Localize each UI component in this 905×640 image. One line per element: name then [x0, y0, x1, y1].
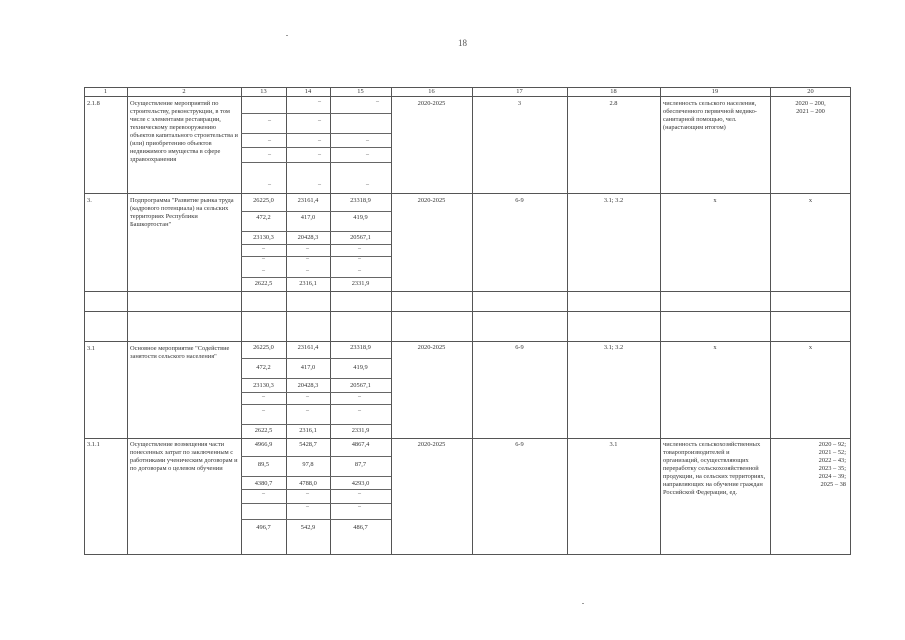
row-divider [84, 438, 851, 439]
sub-row-line [241, 231, 391, 232]
indicator-description: численность сельского населения, обеспеченного первичной медико-санитарной помощью, чел. (нарастающим итогом) [663, 100, 757, 131]
col-divider [127, 87, 128, 555]
header-col-18: 18 [610, 88, 617, 95]
value-cell: 417,0 [300, 364, 316, 371]
value-cell: 2622,5 [254, 427, 273, 434]
scan-speck [286, 35, 288, 36]
value-cell: 472,2 [256, 364, 271, 371]
value-cell: 26225,0 [253, 197, 274, 204]
target-value-line: 2024 – 39; [818, 473, 846, 480]
task-number-cell: 6-9 [515, 441, 524, 448]
value-cell: 496,7 [256, 524, 271, 531]
value-cell: 4867,4 [351, 441, 370, 448]
value-cell: 20428,3 [297, 382, 319, 389]
header-col-17: 17 [516, 88, 523, 95]
row-number: 3.1.1 [87, 441, 100, 448]
target-value-line: 2023 – 35; [818, 465, 846, 472]
period-cell: 2020-2025 [417, 100, 446, 107]
header-col-13: 13 [260, 88, 267, 95]
value-cell: 87,7 [354, 461, 367, 468]
value-cell: 23161,4 [297, 197, 319, 204]
value-cell: 89,5 [257, 461, 270, 468]
value-cell: 542,9 [300, 524, 316, 531]
header-col-1: 1 [103, 88, 108, 95]
col-divider [472, 87, 473, 555]
sub-row-line [241, 113, 391, 114]
activity-name: Подпрограмма "Развитие рынка труда (кадрового потенциала) на сельских территориях Республики Башкортостан" [130, 197, 234, 228]
col-divider [391, 87, 392, 555]
value-cell: 2316,1 [299, 280, 317, 287]
value-cell: 417,0 [300, 214, 316, 221]
indicator-number-cell: 3.1; 3.2 [603, 197, 624, 204]
value-cell: 4293,0 [351, 480, 370, 487]
header-col-14: 14 [304, 88, 312, 95]
task-number-cell: 6-9 [515, 344, 524, 351]
indicator-description: численность сельскохозяйственных товаропроизводителей и организаций, осуществляющих переработку сельскохозяйственной продукции, на сельских территориях, направляющих на обучение граждан Российской Федерации, ед. [663, 441, 766, 496]
target-values: 2020 – 200, [795, 100, 826, 107]
value-cell: 97,8 [302, 461, 314, 468]
col-divider [660, 87, 661, 555]
indicator-number-cell: 3.1; 3.2 [603, 344, 624, 351]
target-values: x [808, 197, 813, 204]
value-cell: 20567,1 [350, 234, 371, 241]
target-value-line: 2022 – 43; [818, 457, 846, 464]
sub-row-line [241, 392, 391, 393]
target-value-line: 2021 – 52; [818, 449, 846, 456]
value-cell: 23318,9 [350, 344, 371, 351]
row-number: 3.1 [87, 345, 95, 352]
task-number-cell: 3 [517, 100, 522, 107]
activity-name: Осуществление мероприятий по строительству, реконструкции, в том числе с элементами реставрации, техническому перевооружению объектов капитального строительства и (или) приобретению объектов недвижимого имущества в сфере здравоохранения [130, 100, 238, 163]
target-values: x [808, 344, 813, 351]
header-col-2: 2 [182, 88, 186, 95]
indicator-description: x [713, 344, 717, 351]
value-cell: 472,2 [256, 214, 271, 221]
header-col-16: 16 [428, 88, 435, 95]
scan-speck [582, 603, 584, 604]
value-cell: 2331,9 [351, 280, 370, 287]
sub-row-line [241, 277, 391, 278]
period-cell: 2020-2025 [417, 197, 446, 204]
header-col-20: 20 [807, 88, 814, 95]
sub-row-line [241, 244, 391, 245]
value-cell: 419,9 [353, 214, 368, 221]
value-cell: 23130,3 [253, 234, 274, 241]
target-value-line: 2020 – 92; [818, 441, 846, 448]
target-values [770, 441, 846, 489]
value-cell: 4966,9 [254, 441, 273, 448]
activity-name: Основное мероприятие "Содействие занятости сельского населения" [130, 345, 230, 360]
period-cell: 2020-2025 [417, 344, 446, 351]
header-col-15: 15 [357, 88, 364, 95]
sub-row-line [241, 456, 391, 457]
row-divider [84, 96, 851, 97]
period-cell: 2020-2025 [417, 441, 446, 448]
value-cell: 4788,0 [299, 480, 317, 487]
sub-row-line [241, 147, 391, 148]
value-cell: 23161,4 [297, 344, 319, 351]
value-cell: 2622,5 [254, 280, 273, 287]
row-divider [84, 291, 851, 292]
value-cell: 419,9 [353, 364, 368, 371]
header-col-19: 19 [711, 88, 719, 95]
sub-row-line [241, 378, 391, 379]
value-cell: 5428,7 [299, 441, 317, 448]
value-cell: 2316,1 [299, 427, 317, 434]
value-cell: 2331,9 [351, 427, 370, 434]
row-divider [84, 341, 851, 342]
sub-row-line [241, 211, 391, 212]
row-number: 2.1.8 [87, 100, 100, 107]
sub-row-line [241, 503, 391, 504]
row-divider [84, 193, 851, 194]
page-number: 18 [458, 38, 467, 48]
sub-row-line [241, 489, 391, 490]
indicator-description: x [713, 197, 717, 204]
value-cell: 20428,3 [297, 234, 319, 241]
sub-row-line [241, 358, 391, 359]
value-cell: 23130,3 [253, 382, 274, 389]
indicator-number-cell: 3.1 [609, 441, 618, 448]
sub-row-line [241, 519, 391, 520]
activity-name: Осуществление возмещения части понесенных затрат по заключенным с работниками ученическим договорам и по договорам о целевом обучении [130, 441, 238, 472]
sub-row-line [241, 133, 391, 134]
value-cell: 486,7 [353, 524, 368, 531]
indicator-number-cell: 2.8 [609, 100, 618, 107]
row-number: 3. [87, 197, 92, 204]
sub-row-line [241, 424, 391, 425]
col-divider [567, 87, 568, 555]
value-cell: 20567,1 [350, 382, 371, 389]
row-divider [84, 311, 851, 312]
target-value-line: 2025 – 38 [820, 481, 846, 488]
sub-row-line [241, 404, 391, 405]
sub-row-line [241, 256, 391, 257]
value-cell: 4380,7 [254, 480, 273, 487]
target-values: 2021 – 200 [796, 108, 825, 115]
task-number-cell: 6-9 [515, 197, 524, 204]
sub-row-line [241, 162, 391, 163]
sub-row-line [241, 476, 391, 477]
value-cell: 26225,0 [253, 344, 274, 351]
value-cell: 23318,9 [350, 197, 371, 204]
